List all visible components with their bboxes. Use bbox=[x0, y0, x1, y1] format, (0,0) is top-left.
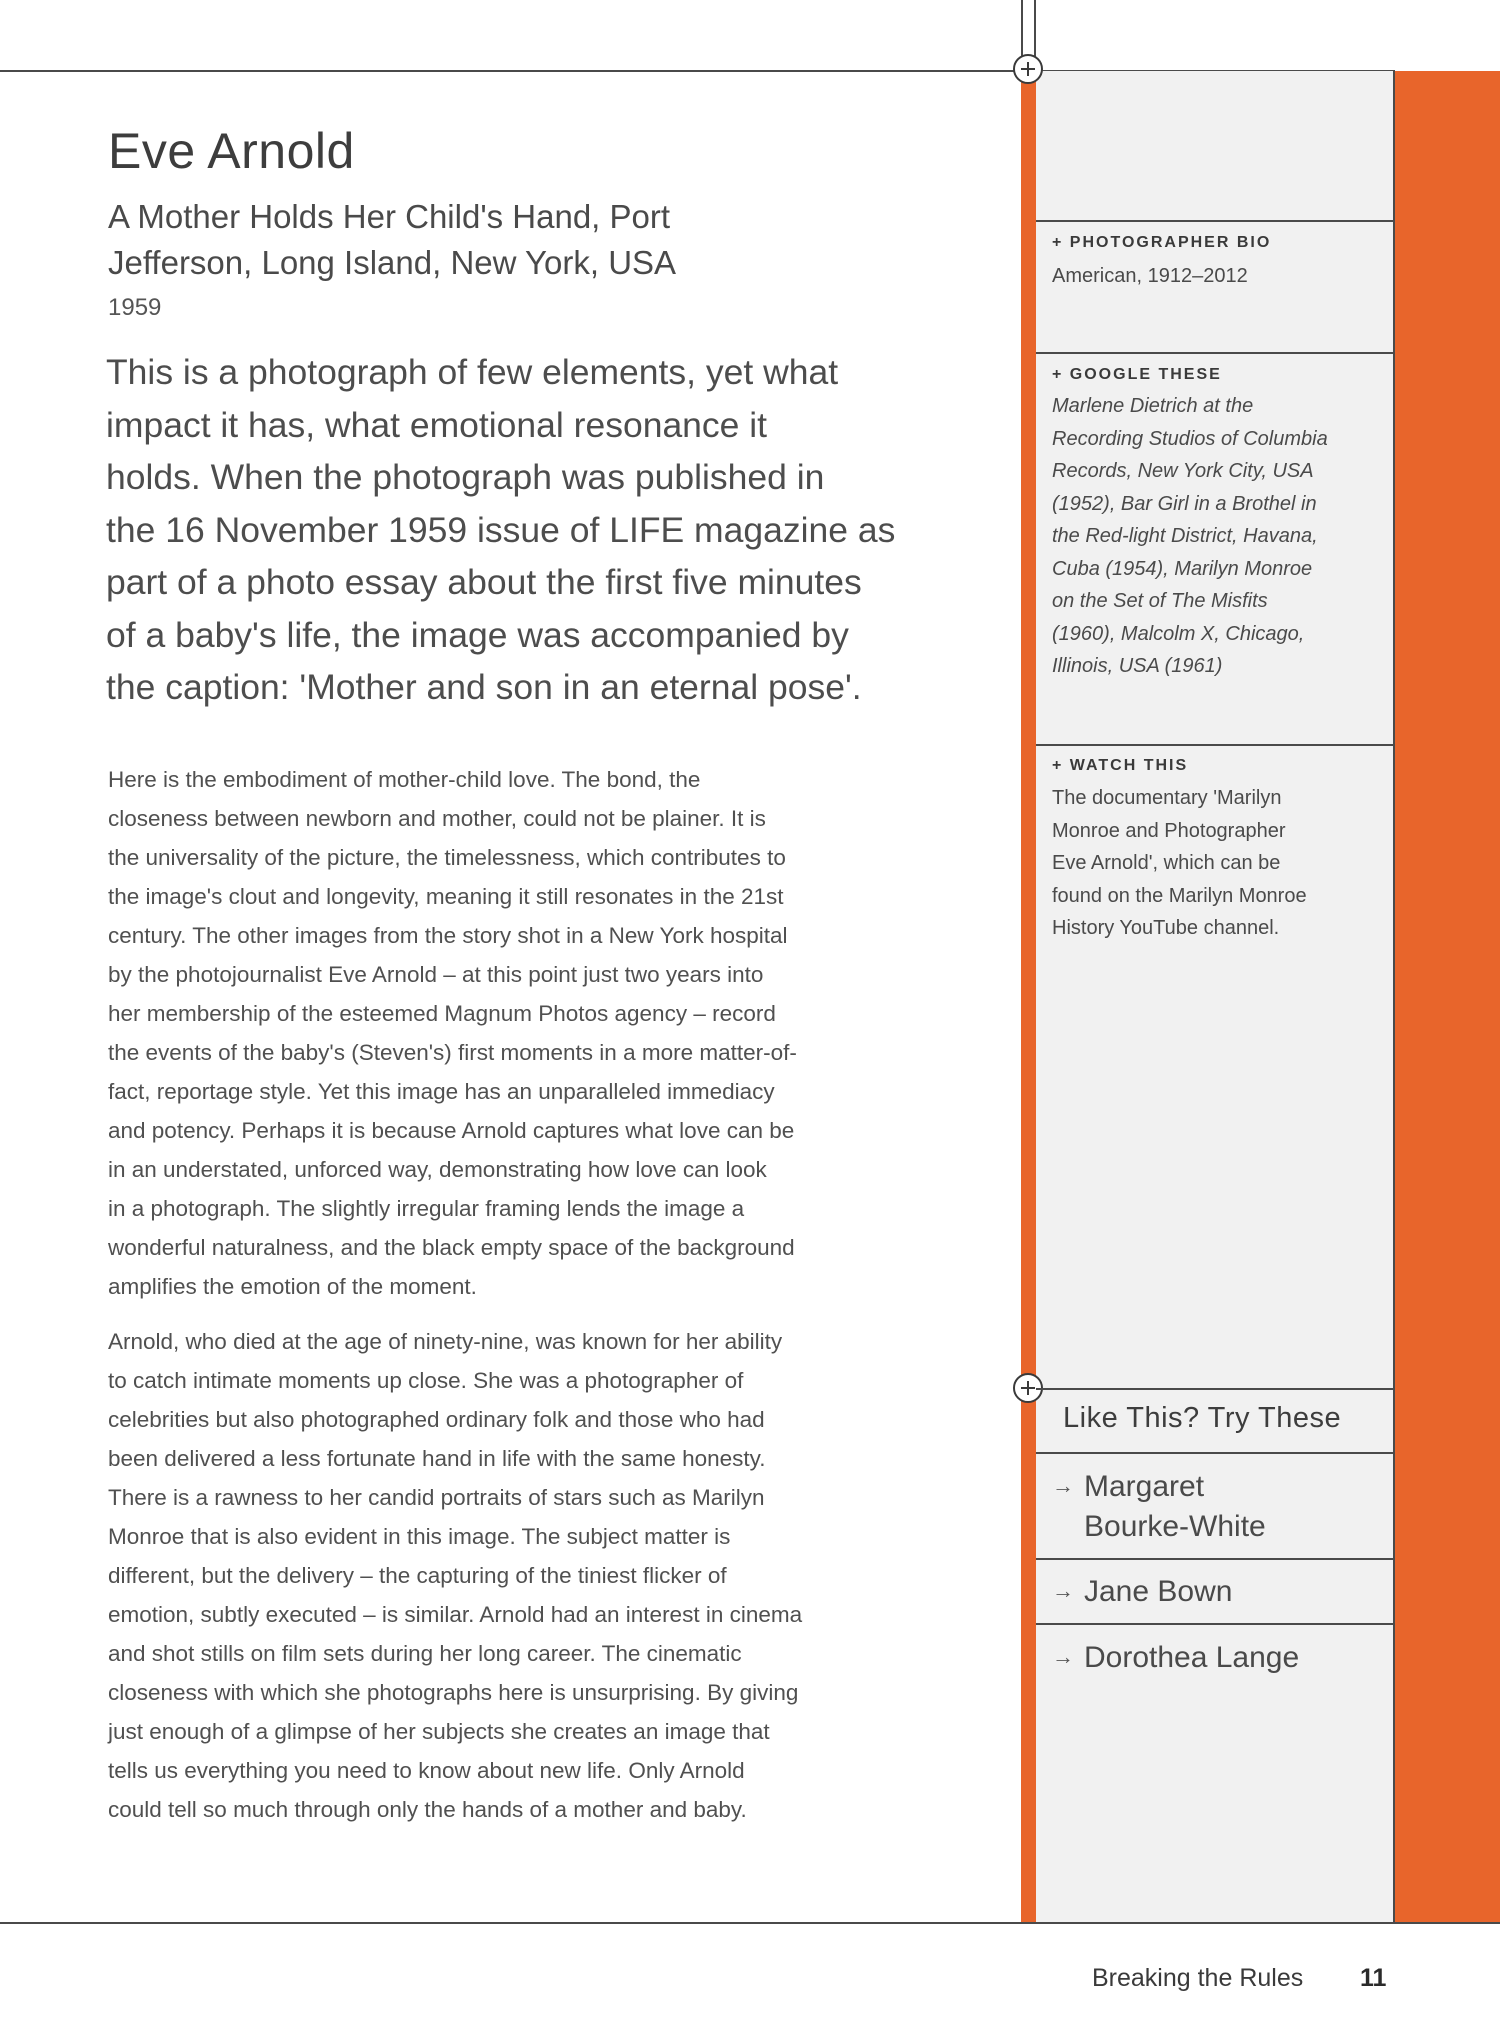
body-line: closeness between newborn and mother, could not be plainer. It is bbox=[108, 806, 766, 831]
body-line: in a photograph. The slightly irregular framing lends the image a bbox=[108, 1196, 745, 1221]
watch-line: History YouTube channel. bbox=[1052, 917, 1280, 939]
sidebar-right-rule bbox=[1393, 71, 1395, 1922]
lead-line: the caption: 'Mother and son in an eternal pose'. bbox=[106, 667, 862, 707]
body-line: and potency. Perhaps it is because Arnold captures what love can be bbox=[108, 1118, 795, 1143]
body-line: the universality of the picture, the timelessness, which contributes to bbox=[108, 845, 786, 870]
body-line: been delivered a less fortunate hand in life with the same honesty. bbox=[108, 1446, 766, 1471]
watch-line: Monroe and Photographer bbox=[1052, 819, 1286, 842]
like-this-heading: Like This? Try These bbox=[1063, 1402, 1342, 1434]
top-notch-left bbox=[1021, 0, 1023, 60]
recommendation-name: Bourke-White bbox=[1084, 1510, 1266, 1543]
google-line: Recording Studios of Columbia bbox=[1052, 427, 1328, 450]
google-line: Cuba (1954), Marilyn Monroe bbox=[1052, 557, 1313, 580]
google-line: Illinois, USA (1961) bbox=[1052, 655, 1223, 677]
body-line: century. The other images from the story shot in a New York hospital bbox=[108, 923, 788, 948]
photo-title bbox=[108, 194, 868, 286]
section-label: Breaking the Rules bbox=[1092, 1964, 1304, 1992]
google-line: (1960), Malcolm X, Chicago, bbox=[1052, 622, 1305, 645]
sidebar-divider bbox=[1036, 1558, 1393, 1560]
lead-line: This is a photograph of few elements, yet what bbox=[106, 352, 839, 392]
photo-title-line: Jefferson, Long Island, New York, USA bbox=[108, 244, 677, 281]
body-paragraph-2 bbox=[108, 1322, 978, 1829]
body-line: emotion, subtly executed – is similar. Arnold had an interest in cinema bbox=[108, 1602, 803, 1627]
lead-line: the 16 November 1959 issue of LIFE magazine as bbox=[106, 509, 896, 550]
sidebar-divider bbox=[1036, 1388, 1393, 1390]
watch-heading: + WATCH THIS bbox=[1052, 757, 1189, 774]
google-line: on the Set of The Misfits bbox=[1052, 590, 1268, 612]
photographer-name: Eve Arnold bbox=[108, 123, 355, 179]
lead-line: holds. When the photograph was published in bbox=[106, 457, 825, 497]
lead-line: part of a photo essay about the first five minutes bbox=[106, 562, 862, 602]
recommendation-item bbox=[1052, 1637, 1382, 1678]
sidebar-divider bbox=[1036, 744, 1393, 746]
google-heading: + GOOGLE THESE bbox=[1052, 366, 1222, 383]
arrow-right-icon: → bbox=[1052, 1578, 1074, 1603]
body-line: Arnold, who died at the age of ninety-nine, was known for her ability bbox=[108, 1329, 783, 1354]
body-line: just enough of a glimpse of her subjects she creates an image that bbox=[108, 1719, 770, 1744]
body-line: her membership of the esteemed Magnum Photos agency – record bbox=[108, 1001, 776, 1026]
google-line: the Red-light District, Havana, bbox=[1052, 525, 1318, 547]
body-line: fact, reportage style. Yet this image has an unparalleled immediacy bbox=[108, 1079, 775, 1104]
recommendation-item bbox=[1052, 1571, 1382, 1612]
plus-icon bbox=[1013, 54, 1043, 84]
body-line: the image's clout and longevity, meaning it still resonates in the 21st bbox=[108, 884, 784, 909]
lead-line: of a baby's life, the image was accompanied by bbox=[106, 614, 849, 655]
body-line: Here is the embodiment of mother-child love. The bond, the bbox=[108, 767, 701, 792]
sidebar-divider bbox=[1036, 352, 1393, 354]
bio-text: American, 1912–2012 bbox=[1052, 265, 1248, 287]
body-line: Monroe that is also evident in this image. The subject matter is bbox=[108, 1524, 731, 1549]
recommendation-name: Margaret bbox=[1084, 1470, 1205, 1503]
top-notch-right bbox=[1034, 0, 1036, 60]
lead-line: impact it has, what emotional resonance it bbox=[106, 404, 768, 445]
recommendation-item bbox=[1052, 1466, 1382, 1547]
bio-heading: + PHOTOGRAPHER BIO bbox=[1052, 234, 1272, 251]
sidebar-divider bbox=[1036, 1623, 1393, 1625]
photo-title-line: A Mother Holds Her Child's Hand, Port bbox=[108, 198, 671, 235]
bottom-rule bbox=[0, 1922, 1500, 1924]
body-line: celebrities but also photographed ordinary folk and those who had bbox=[108, 1407, 765, 1432]
orange-edge-band bbox=[1395, 71, 1500, 1922]
arrow-right-icon: → bbox=[1052, 1644, 1074, 1669]
body-line: wonderful naturalness, and the black empty space of the background bbox=[108, 1235, 795, 1260]
body-line: amplifies the emotion of the moment. bbox=[108, 1274, 477, 1299]
sidebar-divider bbox=[1036, 220, 1393, 222]
google-line: Marlene Dietrich at the bbox=[1052, 395, 1254, 417]
body-line: could tell so much through only the hands of a mother and baby. bbox=[108, 1797, 747, 1822]
orange-divider-stripe bbox=[1021, 71, 1036, 1922]
body-line: by the photojournalist Eve Arnold – at this point just two years into bbox=[108, 962, 764, 987]
watch-text bbox=[1052, 782, 1382, 945]
sidebar-divider bbox=[1036, 1452, 1393, 1454]
body-line: and shot stills on film sets during her long career. The cinematic bbox=[108, 1641, 742, 1666]
body-line: to catch intimate moments up close. She was a photographer of bbox=[108, 1368, 744, 1393]
body-line: the events of the baby's (Steven's) first moments in a more matter-of- bbox=[108, 1040, 797, 1065]
body-line: in an understated, unforced way, demonstrating how love can look bbox=[108, 1157, 767, 1182]
body-line: tells us everything you need to know about new life. Only Arnold bbox=[108, 1758, 745, 1783]
arrow-right-icon: → bbox=[1052, 1473, 1074, 1498]
body-line: closeness with which she photographs here is unsurprising. By giving bbox=[108, 1680, 799, 1705]
body-line: different, but the delivery – the capturing of the tiniest flicker of bbox=[108, 1563, 727, 1588]
photo-year: 1959 bbox=[108, 294, 162, 321]
page-number: 11 bbox=[1360, 1964, 1387, 1992]
body-paragraph-1 bbox=[108, 760, 978, 1306]
google-line: Records, New York City, USA bbox=[1052, 460, 1314, 482]
watch-line: Eve Arnold', which can be bbox=[1052, 852, 1281, 874]
recommendation-name: Dorothea Lange bbox=[1084, 1641, 1300, 1674]
lead-paragraph bbox=[106, 346, 986, 714]
watch-line: The documentary 'Marilyn bbox=[1052, 787, 1282, 809]
google-line: (1952), Bar Girl in a Brothel in bbox=[1052, 492, 1317, 515]
watch-line: found on the Marilyn Monroe bbox=[1052, 884, 1307, 907]
recommendation-name: Jane Bown bbox=[1084, 1575, 1233, 1608]
body-line: There is a rawness to her candid portraits of stars such as Marilyn bbox=[108, 1485, 765, 1510]
google-list bbox=[1052, 390, 1382, 683]
